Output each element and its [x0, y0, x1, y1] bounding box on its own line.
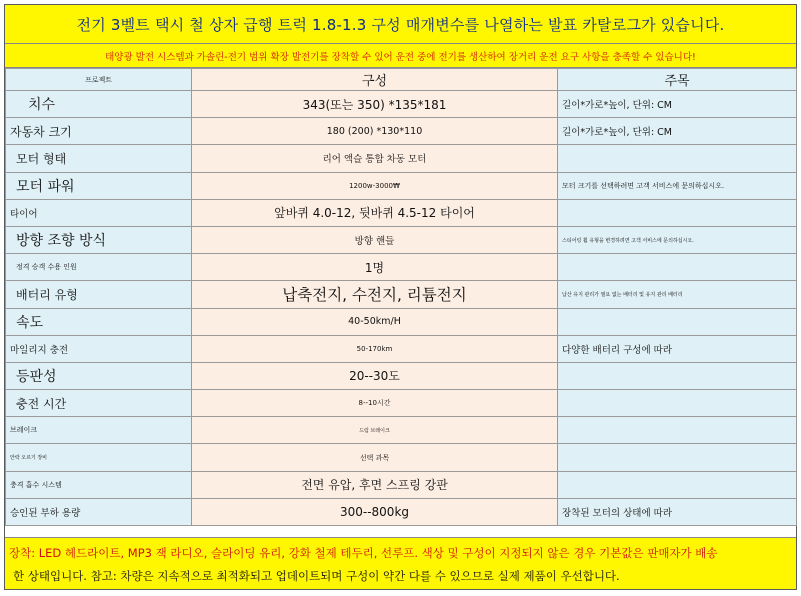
row-value: 180 (200) *130*110 — [192, 118, 558, 145]
spec-table — [5, 68, 797, 526]
catalog-title — [5, 5, 796, 44]
row-note: 길이*가로*높이, 단위: CM — [558, 91, 797, 118]
table-row — [6, 417, 797, 444]
row-value: 납축전지, 수전지, 리튬전지 — [192, 281, 558, 308]
row-label: 자동차 크기 — [6, 118, 192, 145]
row-note — [558, 471, 797, 498]
row-value: 리어 액슬 통합 차동 모터 — [192, 145, 558, 172]
row-value: 드럼 브레이크 — [192, 417, 558, 444]
row-note: 스티어링 휠 유형을 변경하려면 고객 서비스에 문의하십시오. — [558, 226, 797, 253]
table-row — [6, 308, 797, 335]
row-label: 모터 파워 — [6, 172, 192, 199]
row-label: 정격 승객 수용 인원 — [6, 254, 192, 281]
row-label: 모터 형태 — [6, 145, 192, 172]
footer-disclaimer-line: 한 상태입니다. 참고: 차량은 지속적으로 최적화되고 업데이트되며 구성이 약간 다를 수 있으므로 실제 제품이 우선합니다. — [13, 569, 620, 583]
row-label: 안락 오르기 장비 — [6, 444, 192, 471]
row-label: 충격 흡수 시스템 — [6, 471, 192, 498]
row-note — [558, 308, 797, 335]
row-note — [558, 444, 797, 471]
table-row — [6, 145, 797, 172]
row-value: 343(또는 350) *135*181 — [192, 91, 558, 118]
header-project: 프로젝트 — [6, 69, 192, 91]
row-note: 장착된 모터의 상태에 따라 — [558, 498, 797, 525]
row-label: 방향 조향 방식 — [6, 226, 192, 253]
footer-equipment-line: 장착: LED 헤드라이트, MP3 잭 라디오, 슬라이딩 유리, 강화 철제 테두리, 선루프. 색상 및 구성이 지정되지 않은 경우 기본값은 판매자가 배송 — [9, 546, 718, 560]
row-label: 배터리 유형 — [6, 281, 192, 308]
table-row — [6, 471, 797, 498]
row-note: 길이*가로*높이, 단위: CM — [558, 118, 797, 145]
row-note: 모터 크기를 선택하려면 고객 서비스에 문의하십시오. — [558, 172, 797, 199]
spec-sheet — [4, 4, 797, 590]
row-note — [558, 145, 797, 172]
row-value: 1200w-3000₩ — [192, 172, 558, 199]
row-value: 1명 — [192, 254, 558, 281]
row-value: 50-170km — [192, 335, 558, 362]
table-row — [6, 199, 797, 226]
row-note: 다양한 배터리 구성에 따라 — [558, 335, 797, 362]
row-note: 납산 유지 관리가 필요 없는 배터리 및 유지 관리 배터리 — [558, 281, 797, 308]
footer-notes — [5, 537, 796, 589]
table-row — [6, 390, 797, 417]
row-label: 치수 — [6, 91, 192, 118]
header-configuration: 구성 — [192, 69, 558, 91]
row-note — [558, 390, 797, 417]
row-label: 브레이크 — [6, 417, 192, 444]
row-value: 300--800kg — [192, 498, 558, 525]
table-row — [6, 281, 797, 308]
row-value: 8--10시간 — [192, 390, 558, 417]
table-row — [6, 226, 797, 253]
row-value: 선택 과목 — [192, 444, 558, 471]
table-row — [6, 172, 797, 199]
row-label: 충전 시간 — [6, 390, 192, 417]
table-row — [6, 498, 797, 525]
row-note — [558, 362, 797, 389]
catalog-subtitle-text: 태양광 발전 시스템과 가솔린-전기 범위 확장 발전기를 장착할 수 있어 운전 중에 전기를 생산하여 장거리 운전 요구 사항을 충족할 수 있습니다! — [105, 51, 696, 63]
table-header-row — [6, 69, 797, 91]
table-row — [6, 254, 797, 281]
row-note — [558, 417, 797, 444]
table-row — [6, 91, 797, 118]
row-note — [558, 254, 797, 281]
header-note: 주목 — [558, 69, 797, 91]
table-row — [6, 444, 797, 471]
catalog-subtitle — [5, 44, 796, 68]
row-label: 속도 — [6, 308, 192, 335]
row-value: 방향 핸들 — [192, 226, 558, 253]
row-value: 전면 유압, 후면 스프링 강판 — [192, 471, 558, 498]
row-value: 20--30도 — [192, 362, 558, 389]
row-label: 승인된 부하 용량 — [6, 498, 192, 525]
table-row — [6, 118, 797, 145]
table-row — [6, 335, 797, 362]
catalog-title-text: 전기 3벨트 택시 철 상자 급행 트럭 1.8-1.3 구성 매개변수를 나열하는 발표 카탈로그가 있습니다. — [76, 15, 725, 34]
row-value: 앞바퀴 4.0-12, 뒷바퀴 4.5-12 타이어 — [192, 199, 558, 226]
row-label: 마일리지 충전 — [6, 335, 192, 362]
row-value: 40-50km/H — [192, 308, 558, 335]
table-row — [6, 362, 797, 389]
row-label: 타이어 — [6, 199, 192, 226]
row-note — [558, 199, 797, 226]
row-label: 등판성 — [6, 362, 192, 389]
